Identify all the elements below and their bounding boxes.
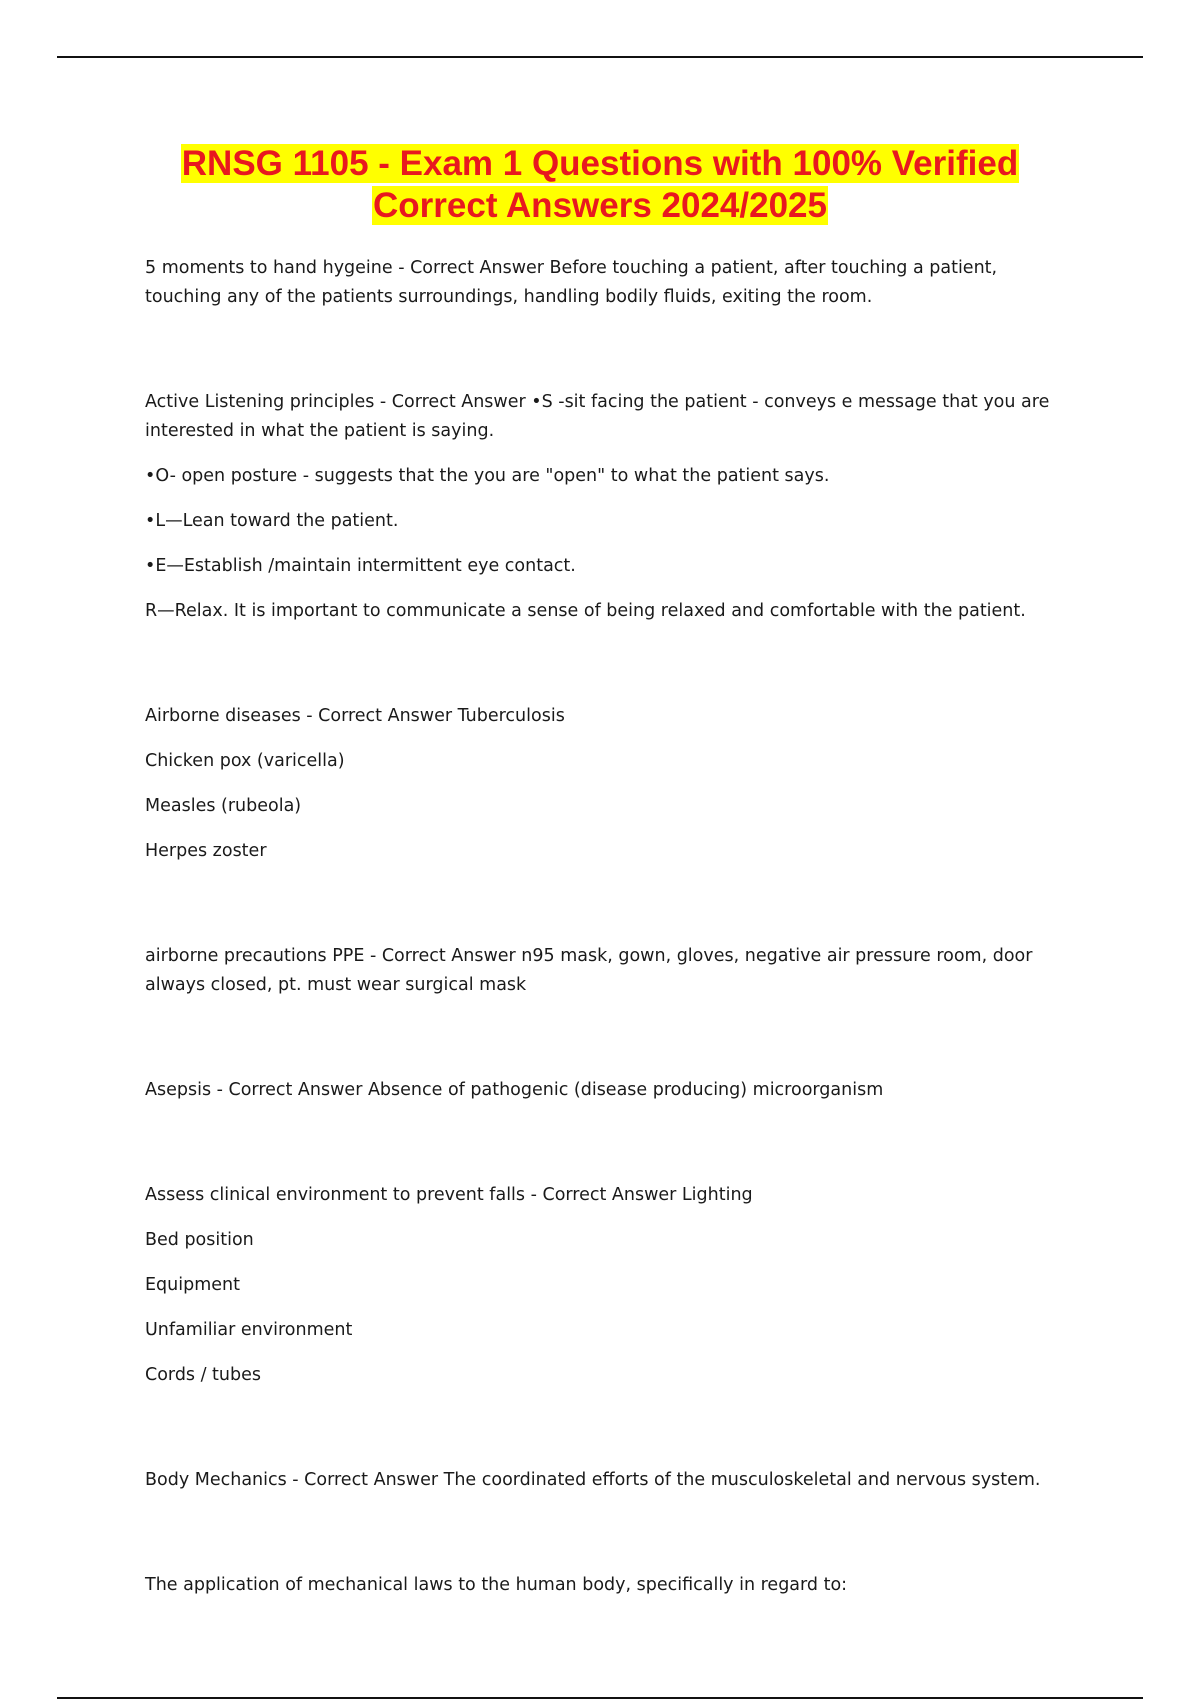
qa-line: R—Relax. It is important to communicate a sense of being relaxed and comfortable with the patient. (145, 601, 1026, 621)
qa-line: airborne precautions PPE - Correct Answer n95 mask, gown, gloves, negative air pressure room, door always closed, pt. must wear surgical mask (145, 946, 1033, 995)
qa-entry (145, 702, 1065, 866)
qa-line: Bed position (145, 1230, 254, 1250)
title-line-1: RNSG 1105 - Exam 1 Questions with 100% Verified (181, 144, 1019, 183)
qa-line: •L—Lean toward the patient. (145, 511, 399, 531)
qa-line: •O- open posture - suggests that the you are "open" to what the patient says. (145, 466, 830, 486)
qa-entry (145, 942, 1065, 1000)
qa-line: Body Mechanics - Correct Answer The coordinated efforts of the musculoskeletal and nervous system. (145, 1470, 1041, 1490)
qa-line: Unfamiliar environment (145, 1320, 353, 1340)
qa-line: Assess clinical environment to prevent falls - Correct Answer Lighting (145, 1185, 753, 1205)
qa-line: Cords / tubes (145, 1365, 262, 1385)
title-line-2: Correct Answers 2024/2025 (373, 186, 827, 225)
qa-entry (145, 1076, 1065, 1105)
qa-entry (145, 388, 1065, 626)
qa-line: 5 moments to hand hygeine - Correct Answer Before touching a patient, after touching a patient, touching any of the patients surroundings, handling bodily fluids, exiting the room. (145, 258, 998, 307)
qa-line: Herpes zoster (145, 841, 267, 861)
qa-line: Measles (rubeola) (145, 796, 302, 816)
qa-line: The application of mechanical laws to the human body, specifically in regard to: (145, 1575, 848, 1595)
qa-entry (145, 1571, 1065, 1600)
bottom-rule (57, 1697, 1143, 1699)
qa-line: Equipment (145, 1275, 240, 1295)
qa-line: Airborne diseases - Correct Answer Tuberculosis (145, 706, 565, 726)
qa-entry (145, 1181, 1065, 1390)
document-title (0, 143, 1200, 227)
qa-line: Asepsis - Correct Answer Absence of pathogenic (disease producing) microorganism (145, 1080, 884, 1100)
qa-line: •E—Establish /maintain intermittent eye contact. (145, 556, 576, 576)
qa-line: Chicken pox (varicella) (145, 751, 345, 771)
qa-content (145, 254, 1065, 1616)
qa-entry (145, 254, 1065, 312)
qa-line: Active Listening principles - Correct Answer •S -sit facing the patient - conveys e message that you are interested in what the patient is saying. (145, 392, 1050, 441)
top-rule (57, 56, 1143, 58)
qa-entry (145, 1466, 1065, 1495)
